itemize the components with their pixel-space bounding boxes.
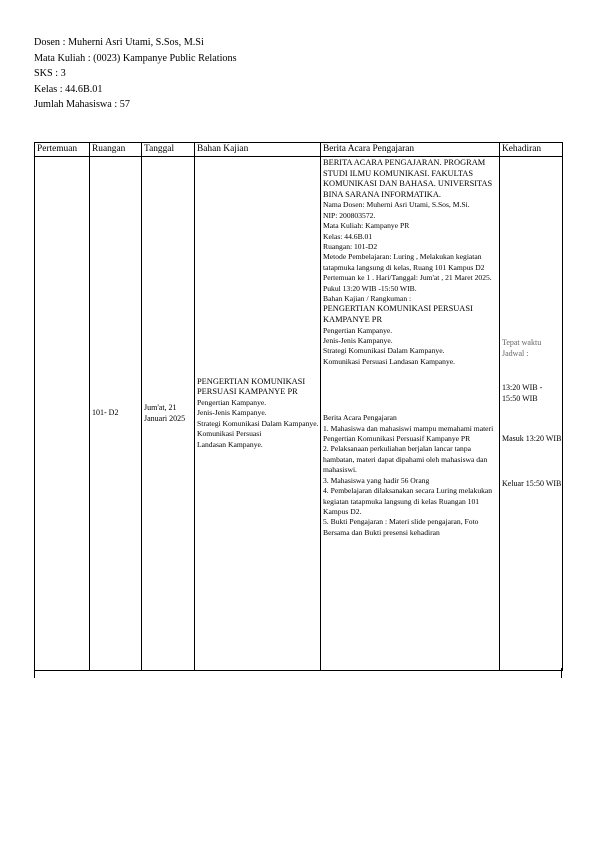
- berita-point: 1. Mahasiswa dan mahasiswi mampu memahami materi Pengertian Komunikasi Persuasif Kampanye PR: [323, 423, 494, 444]
- report-header: [34, 35, 237, 113]
- bahan-kajian-title: PENGERTIAN KOMUNIKASI PERSUASI KAMPANYE PR: [197, 376, 306, 397]
- bahan-kajian-item: Pengertian Kampanye.: [197, 398, 267, 408]
- berita-topic-item: Strategi Komunikasi Dalam Kampanye.: [323, 346, 445, 356]
- header-pertemuan: Pertemuan: [35, 143, 90, 157]
- berita-line: NIP: 200803572.: [323, 210, 376, 220]
- berita-line: Pertemuan ke 1 . Hari/Tanggal: Jum'at , 21 Maret 2025. Pukul 13:20 WIB -15:50 WIB.: [323, 273, 492, 293]
- kehadiran-tepat-waktu: Tepat waktu: [502, 338, 542, 347]
- kehadiran-spacer: [502, 445, 562, 479]
- kehadiran-spacer: [502, 404, 562, 434]
- berita-line: Kelas: 44.6B.01: [323, 231, 373, 241]
- berita-topic-item: Komunikasi Persuasi Landasan Kampanye.: [323, 356, 456, 366]
- bahan-kajian-item: Komunikasi Persuasi: [197, 429, 262, 439]
- tanggal-month-year: Januari 2025: [144, 413, 186, 423]
- bahan-kajian-cell: [195, 157, 321, 671]
- jumlah-mahasiswa-line: Jumlah Mahasiswa : 57: [34, 99, 130, 111]
- header-tanggal: Tanggal: [142, 143, 195, 157]
- bahan-kajian-item: Landasan Kampanye.: [197, 439, 263, 449]
- berita-acara-cell: [321, 157, 500, 671]
- kelas-line: Kelas : 44.6B.01: [34, 83, 103, 95]
- dosen-line: Dosen : Muherni Asri Utami, S.Sos, M.Si: [34, 37, 204, 48]
- kehadiran-spacer: [502, 359, 562, 383]
- kehadiran-jadwal-time: 13:20 WIB - 15:50 WIB: [502, 383, 543, 403]
- berita-line: Metode Pembelajaran: Luring , Melakukan kegiatan tatapmuka langsung di kelas, Ruang 101 Kampus D2: [323, 252, 485, 272]
- pertemuan-cell: [35, 157, 90, 671]
- tanggal-cell: [142, 157, 195, 671]
- berita-point: 2. Pelaksanaan perkuliahan berjalan lancar tanpa hambatan, materi dapat dipahami oleh mahasiswa dan mahasiswi.: [323, 444, 488, 475]
- table-row: [35, 157, 563, 671]
- berita-point: 3. Mahasiswa yang hadir 56 Orang: [323, 475, 430, 485]
- berita-point: 4. Pembelajaran dilaksanakan secara Luring melakukan kegiatan tatapmuka langsung di kelas Ruangan 101 Kampus D2.: [323, 486, 493, 516]
- berita-topic-item: Jenis-Jenis Kampanye.: [323, 336, 393, 346]
- table-continuation-left: [34, 668, 35, 678]
- bahan-kajian-item: Strategi Komunikasi Dalam Kampanye.: [197, 418, 319, 428]
- header-berita-acara: Berita Acara Pengajaran: [321, 143, 500, 157]
- berita-topic-item: Pengertian Kampanye.: [323, 325, 393, 335]
- berita-line: Ruangan: 101-D2: [323, 242, 378, 251]
- mata-kuliah-line: Mata Kuliah : (0023) Kampanye Public Relations: [34, 52, 237, 64]
- table-header-row: [35, 143, 563, 157]
- berita-line: Bahan Kajian / Rangkuman :: [323, 294, 412, 304]
- berita-spacer: [323, 367, 499, 413]
- table-continuation-right: [561, 668, 562, 678]
- header-bahan-kajian: Bahan Kajian: [195, 143, 321, 157]
- berita-line: Mata Kuliah: Kampanye PR: [323, 221, 410, 231]
- attendance-table: [34, 142, 563, 671]
- berita-line: Nama Dosen: Muherni Asri Utami, S.Sos, M.Si.: [323, 200, 470, 210]
- berita-point: 5. Bukti Pengajaran : Materi slide pengajaran, Foto Bersama dan Bukti presensi kehadiran: [323, 517, 479, 537]
- berita-title: BERITA ACARA PENGAJARAN. PROGRAM STUDI ILMU KOMUNIKASI. FAKULTAS KOMUNIKASI DAN BAHASA. UNIVERSITAS BINA SARANA INFORMATIKA.: [323, 158, 493, 199]
- sks-line: SKS : 3: [34, 68, 66, 80]
- kehadiran-keluar: Keluar 15:50 WIB: [502, 478, 562, 488]
- ruangan-cell: 101- D2: [90, 157, 142, 671]
- berita-subtitle: Berita Acara Pengajaran: [323, 413, 397, 423]
- kehadiran-cell: [500, 157, 563, 671]
- bahan-kajian-item: Jenis-Jenis Kampanye.: [197, 408, 267, 418]
- kehadiran-masuk: Masuk 13:20 WIB: [502, 434, 562, 443]
- kehadiran-jadwal: Jadwal :: [502, 348, 529, 358]
- berita-topic-title: PENGERTIAN KOMUNIKASI PERSUASI KAMPANYE PR: [323, 304, 473, 325]
- header-ruangan: Ruangan: [90, 143, 142, 157]
- header-kehadiran: Kehadiran: [500, 143, 563, 157]
- tanggal-day: Jum'at, 21: [144, 403, 177, 413]
